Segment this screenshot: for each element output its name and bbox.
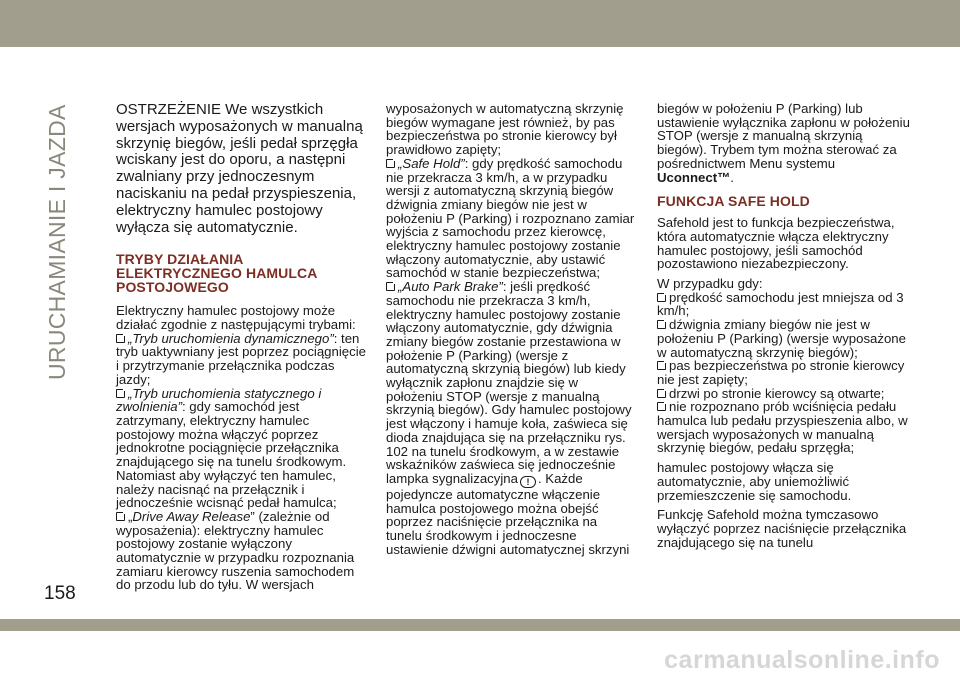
- checkbox-bullet-icon: [657, 402, 666, 411]
- mode-title: „Tryb uruchomienia dynamicznego”: [128, 330, 334, 346]
- page-number: 158: [44, 583, 76, 604]
- mode-item-drive-away: [116, 510, 366, 592]
- mode-text-tail: . Każde pojedyncze automatyczne włączenie hamulca postojowego można obejść poprzez naciśnięcie przełącznika na tunelu środkowym i jednoczesne ustawienie dźwigni automatycznej skrzyni: [386, 470, 630, 557]
- text-fragment: biegów w położeniu P (Parking) lub ustawienie wyłącznika zapłonu w położeniu STOP (wersje z manualną skrzynią biegów). Trybem tym można sterować za pośrednictwem Menu systemu: [657, 101, 910, 171]
- checkbox-bullet-icon: [657, 361, 666, 370]
- mode-title: „Safe Hold”: [398, 155, 465, 171]
- section-heading-safe-hold: FUNKCJA SAFE HOLD: [657, 193, 810, 210]
- top-band: [0, 0, 960, 47]
- mode-item-static: [116, 387, 366, 510]
- condition-item: [657, 291, 914, 318]
- section-side-title: URUCHAMIANIE I JAZDA: [44, 104, 70, 380]
- checkbox-bullet-icon: [657, 389, 666, 398]
- section-heading-modes: TRYBY DZIAŁANIA ELEKTRYCZNEGO HAMULCA POSTOJOWEGO: [116, 251, 317, 296]
- warning-lamp-icon: !: [520, 476, 536, 488]
- condition-text: prędkość samochodu jest mniejsza od 3 km/h;: [657, 289, 904, 319]
- checkbox-bullet-icon: [657, 320, 666, 329]
- condition-text: dźwignia zmiany biegów nie jest w położeniu P (Parking) (wersje wyposażone w automatyczną skrzynię biegów);: [657, 317, 906, 360]
- condition-text: drzwi po stronie kierowcy są otwarte;: [669, 385, 885, 401]
- checkbox-bullet-icon: [386, 282, 395, 291]
- condition-item: [657, 318, 914, 359]
- checkbox-bullet-icon: [116, 512, 125, 521]
- safe-hold-disable: Funkcję Safehold można tymczasowo wyłączyć poprzez naciśnięcie przełącznika znajdującego się na tunelu: [657, 507, 907, 550]
- mode-text: : ten tryb uaktywniany jest poprzez pociągnięcie i przytrzymanie przełącznika podczas jazdy;: [116, 330, 366, 387]
- column-3: [657, 102, 914, 549]
- continued-text: [657, 102, 914, 184]
- conditions-intro: W przypadku gdy:: [657, 276, 763, 292]
- safe-hold-result: hamulec postojowy włącza się automatycznie, aby uniemożliwić przemieszczenie się samochodu.: [657, 460, 852, 503]
- condition-item: [657, 359, 914, 386]
- text-fragment: .: [730, 169, 734, 185]
- condition-item: [657, 387, 914, 401]
- column-1: [116, 102, 366, 592]
- bottom-band: [0, 619, 960, 631]
- column-2: [386, 102, 636, 557]
- checkbox-bullet-icon: [116, 334, 125, 343]
- condition-text: nie rozpoznano prób wciśnięcia pedału hamulca lub pedału przyspieszenia albo, w wersjach wyposażonych w manualną skrzynię biegów, pedału sprzęgła;: [657, 399, 908, 456]
- mode-text: : gdy prędkość samochodu nie przekracza 3 km/h, a w przypadku wersji z automatyczną skrzynią biegów dźwignia zmiany biegów nie jest w położeniu P (Parking) i rozpoznano zamiar wyjścia z samochodu przez kierowcę, elektryczny hamulec postojowy zostanie włączony automatycznie, aby ustawić samochód w stanie bezpieczeństwa;: [386, 155, 635, 281]
- warning-text: OSTRZEŻENIE We wszystkich wersjach wyposażonych w manualną skrzynię biegów, jeśli pedał sprzęgła wciskany jest do oporu, a następni zwalniany przy jednoczesnym naciskaniu na pedał przyspieszenia, elektryczny hamulec postojowy wyłącza się automatycznie.: [116, 101, 363, 236]
- mode-title: Drive Away Release: [132, 508, 251, 524]
- brand-name: Uconnect™: [657, 169, 731, 185]
- mode-text: ” (zależnie od wyposażenia): elektryczny hamulec postojowy zostanie wyłączony automatycznie w przypadku rozpoznania zamiaru kierowcy ruszenia samochodem do przodu lub do tyłu. W wersjach: [116, 508, 355, 593]
- safe-hold-intro: Safehold jest to funkcja bezpieczeństwa, która automatycznie włącza elektryczny hamulec postojowy, jeśli samochód pozostawiono niezabezpieczony.: [657, 215, 895, 272]
- checkbox-bullet-icon: [116, 389, 125, 398]
- mode-text: : jeśli prędkość samochodu nie przekracza 3 km/h, elektryczny hamulec postojowy zostanie włączony automatycznie, gdy dźwignia zmiany biegów zostanie przestawiona w położenie P (Parking) (wersje z automatyczną skrzynią biegów) lub kiedy wyłącznik zapłonu znajdzie się w położeniu STOP (wersje z manualną skrzynią biegów). Gdy hamulec postojowy jest włączony i hamuje koła, zaświeca się dioda znajdująca się na przełączniku rys. 102 na tunelu środkowym, a w zestawie wskaźników zaświeca się jednocześnie lampka sygnalizacyjna: [386, 279, 632, 486]
- mode-title: „Tryb uruchomienia statycznego i zwolnienia”: [116, 385, 322, 415]
- mode-text: : gdy samochód jest zatrzymany, elektryczny hamulec postojowy można włączyć poprzez jednokrotne pociągnięcie przełącznika znajdującego się na tunelu środkowym. Natomiast aby wyłączyć ten hamulec, należy nacisnąć na przełącznik i jednocześnie wcisnąć pedał hamulca;: [116, 399, 347, 511]
- condition-item: [657, 400, 914, 455]
- mode-prefix: „: [128, 508, 133, 524]
- mode-title: „Auto Park Brake”: [398, 279, 503, 295]
- checkbox-bullet-icon: [386, 159, 395, 168]
- continued-text: wyposażonych w automatyczną skrzynię biegów wymagane jest również, by pas bezpieczeństwa po stronie kierowcy był prawidłowo zapięty;: [386, 101, 624, 158]
- modes-intro: Elektryczny hamulec postojowy może działać zgodnie z następującymi trybami:: [116, 303, 356, 333]
- checkbox-bullet-icon: [657, 293, 666, 302]
- condition-text: pas bezpieczeństwa po stronie kierowcy nie jest zapięty;: [657, 358, 905, 387]
- mode-item-safe-hold: [386, 157, 636, 280]
- watermark-text: carmanualsonline.info: [664, 646, 940, 674]
- mode-item-dynamic: [116, 332, 366, 387]
- mode-item-auto-park: [386, 280, 636, 556]
